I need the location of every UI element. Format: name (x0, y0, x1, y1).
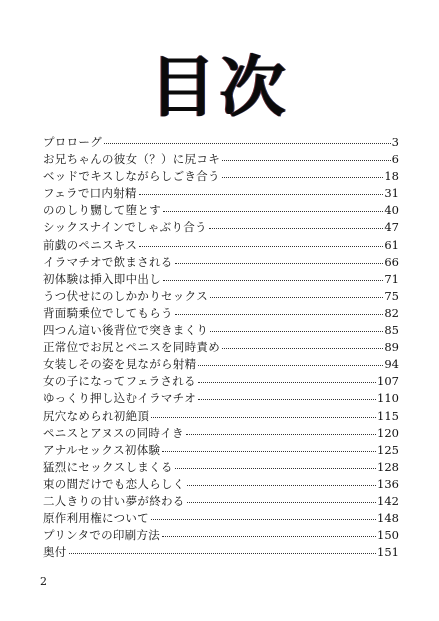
toc-entry (43, 390, 399, 407)
toc-entry (43, 356, 399, 373)
toc-entry-title: 前戯のペニスキス (43, 237, 138, 252)
toc-entry-title: ののしり嬲して堕とす (43, 203, 161, 218)
dot-leader (210, 296, 383, 298)
toc-entry-page: 3 (391, 135, 399, 149)
toc-entry (43, 305, 399, 322)
dot-leader (139, 245, 383, 247)
toc-entry (43, 237, 399, 254)
dot-leader (104, 142, 391, 144)
toc-entry (43, 339, 399, 356)
toc-entry-page: 61 (384, 237, 399, 252)
toc-entry-page: 128 (377, 459, 399, 474)
dot-leader (222, 176, 384, 178)
toc-entry-page: 6 (391, 152, 399, 167)
dot-leader (210, 330, 383, 332)
dot-leader (222, 159, 391, 161)
toc-entry-title: お兄ちゃんの彼女（？）に尻コキ (43, 152, 220, 167)
toc-entry-title: 女の子になってフェラされる (43, 374, 196, 389)
toc-entry (43, 134, 399, 151)
toc-entry-page: 115 (377, 408, 399, 423)
toc-entry-title: 二人きりの甘い夢が終わる (43, 493, 185, 508)
toc-entry-page: 150 (377, 528, 399, 543)
dot-leader (69, 552, 376, 554)
page-number: 2 (40, 575, 47, 588)
toc-entry-page: 31 (384, 186, 399, 201)
toc-entry-title: シックスナインでしゃぶり合う (43, 220, 207, 235)
dot-leader (175, 467, 376, 469)
toc-entry (43, 425, 399, 442)
toc-entry-title: 猛烈にセックスしまくる (43, 459, 173, 474)
toc-entry (43, 373, 399, 390)
dot-leader (139, 193, 384, 195)
toc-entry-page: 40 (384, 203, 399, 218)
toc-entry (43, 408, 399, 425)
toc-entry-page: 148 (377, 511, 399, 526)
toc-entry-title: プリンタでの印刷方法 (43, 528, 161, 543)
dot-leader (163, 210, 383, 212)
toc-entry-title: プロローグ (43, 135, 102, 149)
toc-entry (43, 254, 399, 271)
toc-entry-page: 85 (384, 323, 399, 338)
toc-entry (43, 288, 399, 305)
toc-entry (43, 476, 399, 493)
dot-leader (151, 416, 376, 418)
dot-leader (198, 398, 376, 400)
toc-entry-page: 89 (384, 340, 399, 355)
toc-entry-title: 尻穴なめられ初絶頂 (43, 408, 150, 423)
toc-entry-page: 107 (377, 374, 399, 389)
toc-entry-title: 束の間だけでも恋人らしく (43, 476, 185, 491)
dot-leader (198, 364, 383, 366)
dot-leader (186, 433, 376, 435)
dot-leader (209, 227, 384, 229)
dot-leader (187, 484, 376, 486)
toc-entry (43, 442, 399, 459)
toc-entry (43, 322, 399, 339)
toc-entry-page: 75 (384, 288, 399, 303)
page-title: 目次 (149, 49, 290, 126)
toc-entry-page: 82 (384, 305, 399, 320)
toc-entry-title: ベッドでキスしながらしごき合う (43, 169, 220, 184)
toc-entry (43, 527, 399, 544)
toc-entry-page: 66 (384, 254, 399, 269)
toc-entry-title: 女装しその姿を見ながら射精 (43, 357, 197, 372)
table-of-contents (43, 134, 399, 561)
toc-entry-title: ペニスとアヌスの同時イき (43, 425, 184, 440)
toc-entry-title: 背面騎乗位でしてもらう (43, 305, 173, 320)
toc-entry-page: 120 (377, 425, 399, 440)
toc-entry (43, 151, 399, 168)
dot-leader (162, 535, 376, 537)
toc-entry-title: アナルセックス初体験 (43, 442, 161, 457)
toc-entry-title: 四つん這い後背位で突きまくり (43, 323, 209, 338)
toc-entry (43, 493, 399, 510)
toc-entry-page: 18 (384, 169, 399, 184)
toc-entry (43, 510, 399, 527)
toc-entry-page: 71 (384, 271, 399, 286)
toc-entry (43, 271, 399, 288)
toc-entry-title: 正常位でお尻とペニスを同時責め (43, 340, 220, 355)
toc-entry-title: ゆっくり押し込むイラマチオ (43, 391, 197, 406)
toc-entry (43, 168, 399, 185)
toc-entry-title: フェラで口内射精 (43, 186, 137, 201)
toc-entry-title: 奥付 (43, 545, 67, 560)
toc-entry-title: うつ伏せにのしかかりセックス (43, 288, 209, 303)
toc-entry-page: 125 (377, 442, 399, 457)
toc-entry (43, 459, 399, 476)
toc-entry (43, 185, 399, 202)
toc-entry-title: イラマチオで飲まされる (43, 254, 173, 269)
toc-entry-title: 原作利用権について (43, 511, 149, 526)
toc-entry-page: 151 (377, 545, 399, 560)
dot-leader (222, 347, 383, 349)
dot-leader (151, 518, 376, 520)
toc-entry (43, 202, 399, 219)
toc-entry-page: 136 (377, 476, 399, 491)
dot-leader (175, 313, 384, 315)
toc-entry-page: 47 (384, 220, 399, 235)
dot-leader (198, 381, 376, 383)
dot-leader (175, 262, 384, 264)
toc-entry-page: 94 (384, 357, 399, 372)
dot-leader (162, 450, 376, 452)
toc-entry-title: 初体験は挿入即中出し (43, 271, 161, 286)
toc-entry-page: 110 (377, 391, 399, 406)
toc-entry (43, 544, 399, 561)
dot-leader (187, 501, 376, 503)
toc-entry (43, 219, 399, 236)
dot-leader (163, 279, 383, 281)
toc-entry-page: 142 (377, 493, 399, 508)
